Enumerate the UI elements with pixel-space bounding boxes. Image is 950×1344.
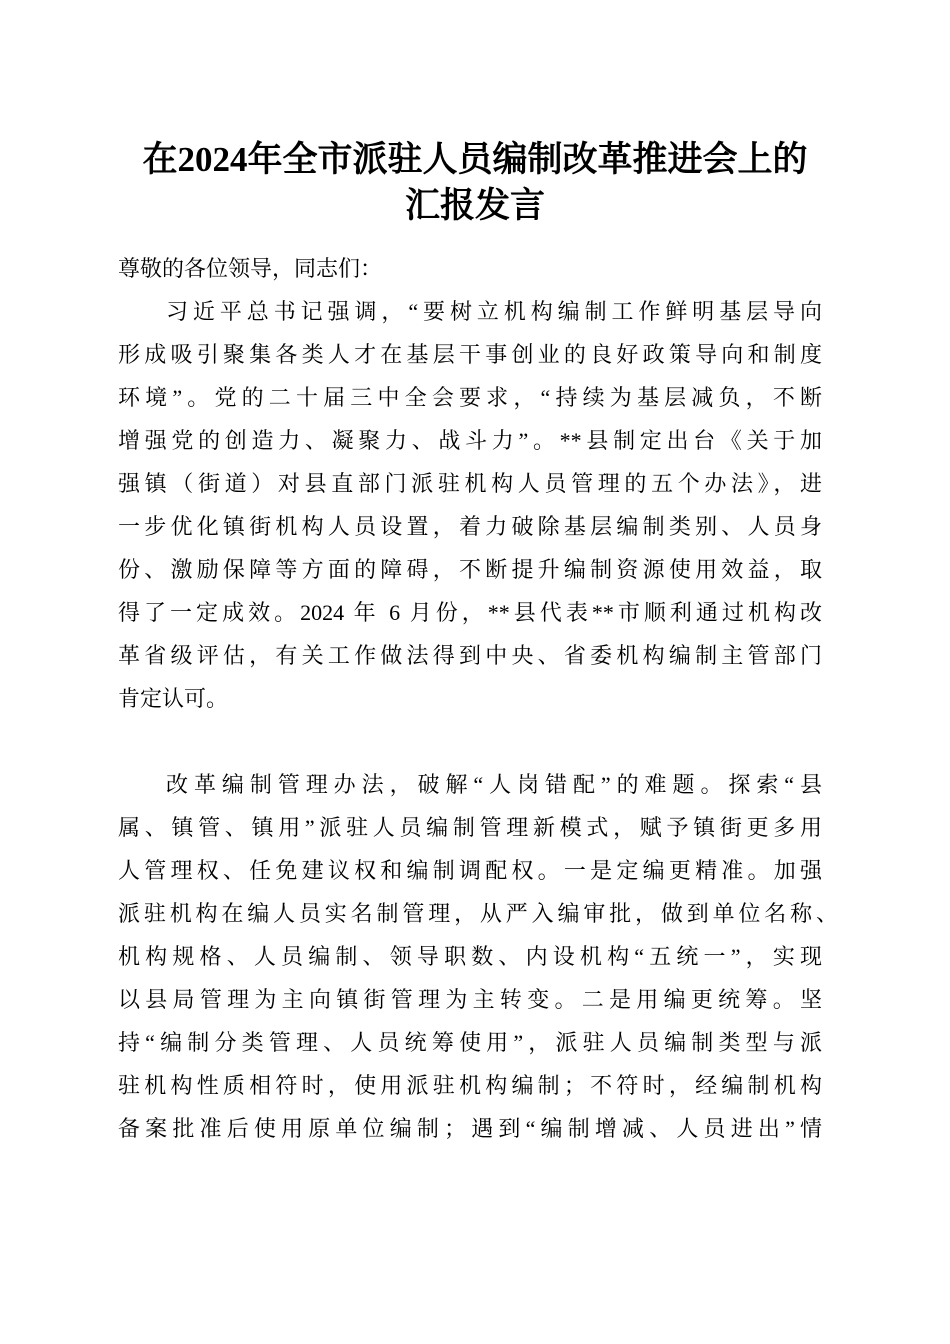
body-line: 备案批准后使用原单位编制；遇到“编制增减、人员进出”情 (118, 1116, 822, 1141)
body-line: 肯定认可。 (118, 686, 229, 711)
body-line: 人管理权、任免建议权和编制调配权。一是定编更精准。加强 (118, 858, 822, 883)
body-line: 属、镇管、镇用”派驻人员编制管理新模式，赋予镇街更多用 (118, 815, 822, 840)
body-line: 习近平总书记强调，“要树立机构编制工作鲜明基层导向 (166, 299, 822, 324)
body-line: 驻机构性质相符时，使用派驻机构编制；不符时，经编制机构 (118, 1073, 822, 1098)
salutation: 尊敬的各位领导，同志们： (118, 256, 383, 281)
body-line: 革省级评估，有关工作做法得到中央、省委机构编制主管部门 (118, 643, 822, 668)
body-line: 以县局管理为主向镇街管理为主转变。二是用编更统筹。坚 (118, 987, 822, 1012)
body-line: 机构规格、人员编制、领导职数、内设机构“五统一”，实现 (118, 944, 822, 969)
body-line: 得了一定成效。2024 年 6 月份，**县代表**市顺利通过机构改 (118, 600, 822, 625)
document-title-line-2: 汇报发言 (404, 186, 545, 225)
body-line: 环境”。党的二十届三中全会要求，“持续为基层减负，不断 (118, 385, 822, 410)
body-line: 强镇（街道）对县直部门派驻机构人员管理的五个办法》，进 (118, 471, 822, 496)
body-line: 形成吸引聚集各类人才在基层干事创业的良好政策导向和制度 (118, 342, 822, 367)
body-line: 份、激励保障等方面的障碍，不断提升编制资源使用效益，取 (118, 557, 822, 582)
body-line: 持“编制分类管理、人员统筹使用”，派驻人员编制类型与派 (118, 1030, 822, 1055)
document-title-line-1: 在2024年全市派驻人员编制改革推进会上的 (142, 140, 808, 179)
body-line: 一步优化镇街机构人员设置，着力破除基层编制类别、人员身 (118, 514, 822, 539)
body-line: 派驻机构在编人员实名制管理，从严入编审批，做到单位名称、 (118, 901, 838, 926)
body-line: 增强党的创造力、凝聚力、战斗力”。**县制定出台《关于加 (118, 428, 822, 453)
body-line: 改革编制管理办法，破解“人岗错配”的难题。探索“县 (166, 772, 822, 797)
